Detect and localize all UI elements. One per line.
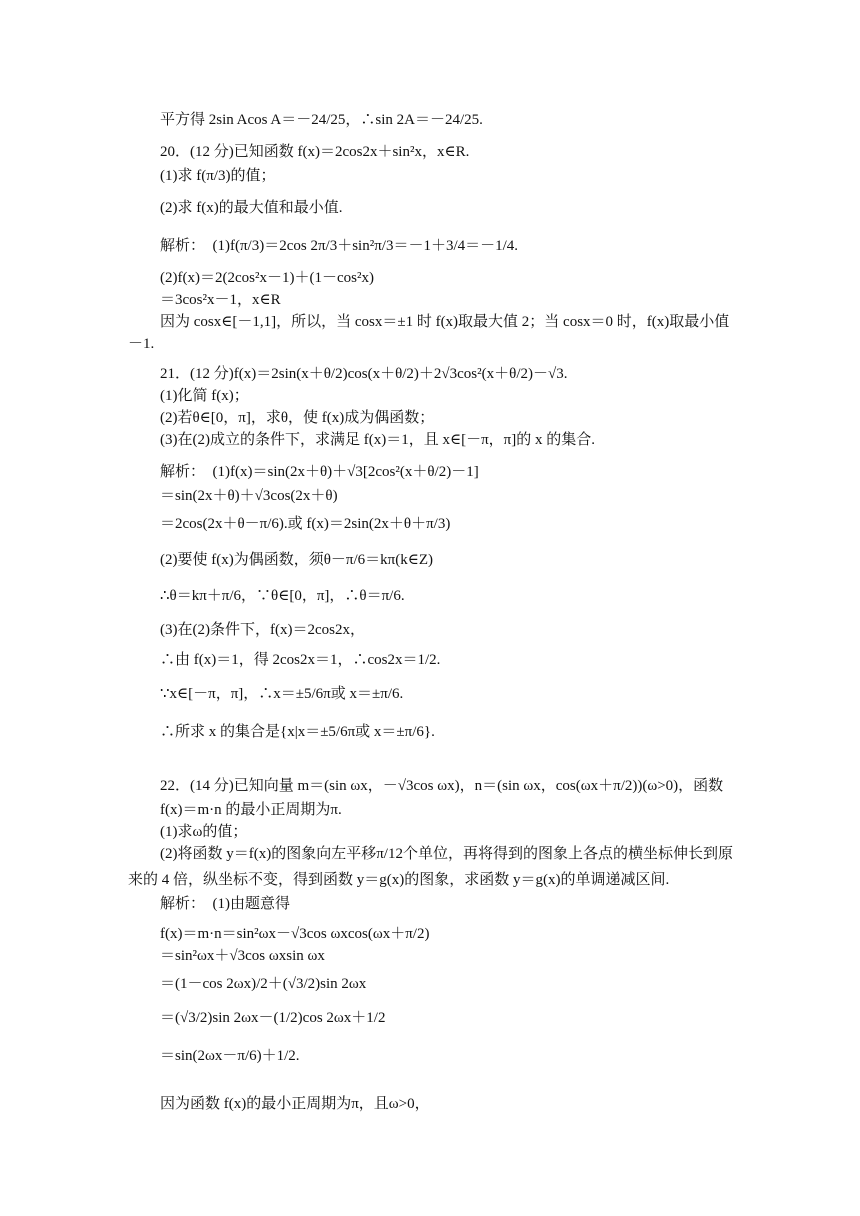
- problem-21-title: 21．(12 分)f(x)＝2sin(x＋θ/2)cos(x＋θ/2)＋2√3cos²(x＋θ/2)－√3.: [160, 366, 568, 382]
- text-line: f(x)＝m·n 的最小正周期为π.: [160, 802, 342, 818]
- text-line: (2)若θ∈[0，π]，求θ，使 f(x)成为偶函数；: [160, 410, 435, 426]
- problem-22-title: 22．(14 分)已知向量 m＝(sin ωx，－√3cos ωx)，n＝(sin ωx，cos(ωx＋π/2))(ω>0)，函数: [160, 778, 724, 794]
- text-line: ∴θ＝kπ＋π/6，∵θ∈[0，π]，∴θ＝π/6.: [160, 588, 405, 604]
- text-line: (1)求 f(π/3)的值；: [160, 168, 276, 184]
- text-line: (2)f(x)＝2(2cos²x－1)＋(1－cos²x): [160, 270, 374, 286]
- text-line: (2)将函数 y＝f(x)的图象向左平移π/12个单位，再将得到的图象上各点的横坐标伸长到原: [160, 846, 733, 862]
- text-line: f(x)＝m·n＝sin²ωx－√3cos ωxcos(ωx＋π/2): [160, 926, 430, 942]
- text-line: (1)化简 f(x)；: [160, 388, 249, 404]
- solution-line: 解析： (1)f(π/3)＝2cos 2π/3＋sin²π/3＝－1＋3/4＝－1/4.: [160, 238, 519, 254]
- text-line: ＝3cos²x－1，x∈R: [160, 292, 281, 308]
- text-line: (3)在(2)条件下，f(x)＝2cos2x，: [160, 622, 365, 638]
- solution-line: 解析： (1)f(x)＝sin(2x＋θ)＋√3[2cos²(x＋θ/2)－1]: [160, 464, 479, 480]
- text-line: －1.: [128, 336, 155, 352]
- text-line: ＝2cos(2x＋θ－π/6).或 f(x)＝2sin(2x＋θ＋π/3): [160, 516, 451, 532]
- text-line: ＝(1－cos 2ωx)/2＋(√3/2)sin 2ωx: [160, 976, 367, 992]
- text-line: ∴所求 x 的集合是{x|x＝±5/6π或 x＝±π/6}.: [160, 724, 435, 740]
- text-line: 因为 cosx∈[－1,1]，所以，当 cosx＝±1 时 f(x)取最大值 2；当 cosx＝0 时，f(x)取最小值: [160, 314, 730, 330]
- text-line: ＝(√3/2)sin 2ωx－(1/2)cos 2ωx＋1/2: [160, 1010, 386, 1026]
- text-line: (2)求 f(x)的最大值和最小值.: [160, 200, 343, 216]
- text-line: ∵x∈[－π，π]，∴x＝±5/6π或 x＝±π/6.: [160, 686, 404, 702]
- text-line: 来的 4 倍，纵坐标不变，得到函数 y＝g(x)的图象，求函数 y＝g(x)的单调递减区间.: [128, 872, 670, 888]
- text-line: (1)求ω的值；: [160, 824, 248, 840]
- text-line: (3)在(2)成立的条件下，求满足 f(x)＝1，且 x∈[－π，π]的 x 的集合.: [160, 432, 595, 448]
- text-line: 平方得 2sin Acos A＝－24/25，∴sin 2A＝－24/25.: [160, 112, 483, 128]
- text-line: ∴由 f(x)＝1，得 2cos2x＝1，∴cos2x＝1/2.: [160, 652, 441, 668]
- text-line: ＝sin(2ωx－π/6)＋1/2.: [160, 1048, 300, 1064]
- solution-line: 解析： (1)由题意得: [160, 896, 290, 912]
- text-line: (2)要使 f(x)为偶函数，须θ－π/6＝kπ(k∈Z): [160, 552, 433, 568]
- text-line: 因为函数 f(x)的最小正周期为π，且ω>0，: [160, 1096, 430, 1112]
- text-line: ＝sin(2x＋θ)＋√3cos(2x＋θ): [160, 488, 338, 504]
- text-line: ＝sin²ωx＋√3cos ωxsin ωx: [160, 948, 325, 964]
- problem-20-title: 20．(12 分)已知函数 f(x)＝2cos2x＋sin²x，x∈R.: [160, 144, 470, 160]
